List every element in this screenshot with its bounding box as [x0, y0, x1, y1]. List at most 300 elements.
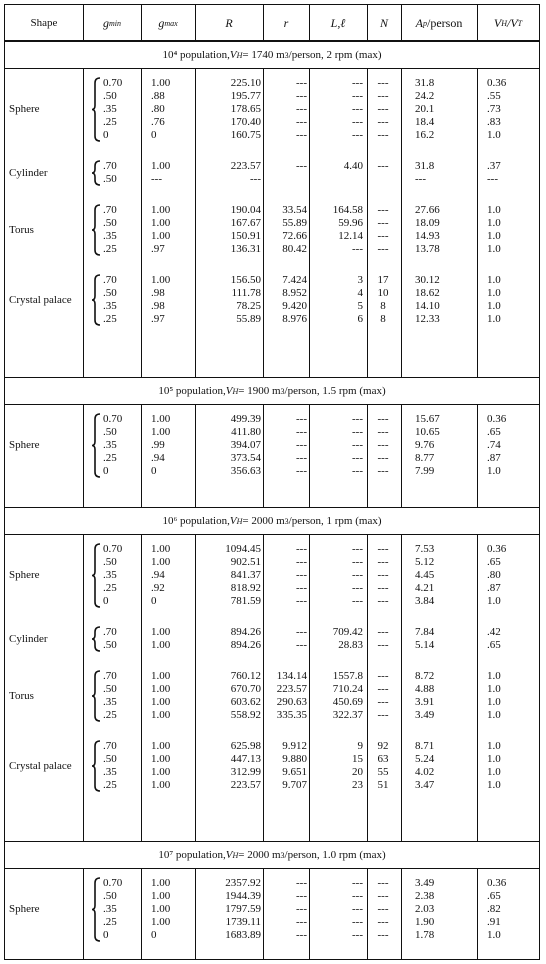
cell-Ap: 5.12	[415, 556, 435, 568]
cell-L: 28.83	[338, 639, 363, 651]
brace-icon	[91, 670, 101, 722]
cell-L: 450.69	[332, 696, 363, 708]
cell-r: 9.707	[282, 779, 307, 791]
col-header-gmax: g max	[158, 15, 178, 30]
cell-gmin: .25	[103, 779, 117, 791]
cell-R: 170.40	[230, 116, 261, 128]
cell-L: 3	[357, 274, 363, 286]
cell-r: ---	[296, 160, 307, 172]
column-divider	[195, 5, 196, 959]
cell-L: 710.24	[332, 683, 363, 695]
cell-L: 1557.8	[332, 670, 363, 682]
cell-Ap: 30.12	[415, 274, 440, 286]
cell-N: 51	[377, 779, 389, 791]
cell-VT: 1.0	[487, 274, 501, 286]
cell-gmin: .35	[103, 300, 117, 312]
cell-R: 356.63	[230, 465, 261, 477]
cell-VT: 1.0	[487, 779, 501, 791]
cell-R: 558.92	[230, 709, 261, 721]
cell-r: ---	[296, 903, 307, 915]
cell-gmax: .98	[151, 287, 165, 299]
cell-r: 8.952	[282, 287, 307, 299]
cell-VT: 1.0	[487, 465, 501, 477]
column-divider	[401, 5, 402, 959]
cell-N: ---	[377, 217, 389, 229]
cell-VT: 0.36	[487, 543, 507, 555]
cell-Ap: 1.78	[415, 929, 435, 941]
cell-gmax: .97	[151, 243, 165, 255]
col-header-R: R	[225, 15, 233, 30]
cell-R: 78.25	[236, 300, 261, 312]
cell-gmax: .76	[151, 116, 165, 128]
cell-Ap: 14.93	[415, 230, 440, 242]
cell-Ap: 3.84	[415, 595, 435, 607]
cell-gmin: 0.70	[103, 77, 123, 89]
cell-gmin: .70	[103, 740, 117, 752]
cell-gmin: .50	[103, 90, 117, 102]
cell-L: ---	[352, 116, 363, 128]
cell-gmin: 0	[103, 595, 109, 607]
cell-r: ---	[296, 465, 307, 477]
cell-VT: 1.0	[487, 740, 501, 752]
cell-L: ---	[352, 413, 363, 425]
cell-N: ---	[377, 556, 389, 568]
cell-r: ---	[296, 626, 307, 638]
cell-N: ---	[377, 916, 389, 928]
col-header-L: L,ℓ	[330, 15, 346, 30]
cell-r: ---	[296, 595, 307, 607]
cell-VT: 1.0	[487, 243, 501, 255]
cell-L: 12.14	[338, 230, 363, 242]
cell-gmin: .50	[103, 639, 117, 651]
cell-N: 8	[380, 313, 386, 325]
cell-N: ---	[377, 465, 389, 477]
cell-gmin: .35	[103, 439, 117, 451]
cell-Ap: 31.8	[415, 77, 435, 89]
cell-r: ---	[296, 582, 307, 594]
brace-icon	[91, 274, 101, 326]
cell-r: ---	[296, 90, 307, 102]
cell-N: ---	[377, 439, 389, 451]
cell-gmax: 1.00	[151, 903, 171, 915]
population-banner: 10⁴ population, V H = 1740 m 3 /person, 2 rpm (max)	[5, 41, 539, 69]
cell-r: 134.14	[276, 670, 307, 682]
cell-N: ---	[377, 626, 389, 638]
cell-Ap: 8.77	[415, 452, 435, 464]
cell-N: 92	[377, 740, 389, 752]
shape-label: Cylinder	[9, 632, 48, 645]
cell-gmin: 0	[103, 465, 109, 477]
brace-icon	[91, 740, 101, 792]
cell-L	[313, 173, 363, 186]
cell-N: ---	[377, 426, 389, 438]
cell-VT: .83	[487, 116, 501, 128]
cell-VT: 1.0	[487, 670, 501, 682]
cell-gmax: 1.00	[151, 877, 171, 889]
col-header-gmin: g min	[103, 15, 121, 30]
cell-VT: 1.0	[487, 766, 501, 778]
cell-r: 9.651	[282, 766, 307, 778]
col-header-Ap: A p /person	[415, 15, 463, 30]
cell-R: 894.26	[230, 639, 261, 651]
cell-Ap: 24.2	[415, 90, 435, 102]
cell-R: 603.62	[230, 696, 261, 708]
cell-Ap: 4.21	[415, 582, 435, 594]
cell-gmax: .92	[151, 582, 165, 594]
cell-gmax: 1.00	[151, 160, 171, 172]
cell-R: 1683.89	[225, 929, 261, 941]
cell-gmax: 1.00	[151, 683, 171, 695]
cell-R: 178.65	[230, 103, 261, 115]
shape-label: Sphere	[9, 903, 40, 915]
cell-L: ---	[352, 890, 363, 902]
cell-gmin: .25	[103, 709, 117, 721]
cell-L: ---	[352, 569, 363, 581]
cell-L: 9	[357, 740, 363, 752]
cell-L: ---	[352, 452, 363, 464]
cell-R: 167.67	[230, 217, 261, 229]
cell-R: 670.70	[230, 683, 261, 695]
cell-R: 411.80	[231, 426, 261, 438]
cell-gmin: .50	[103, 217, 117, 229]
cell-R: 1797.59	[225, 903, 261, 915]
cell-VT: .80	[487, 569, 501, 581]
cell-Ap: 20.1	[415, 103, 435, 115]
cell-gmax: ---	[151, 173, 162, 185]
brace-icon	[91, 877, 101, 942]
cell-L: ---	[352, 77, 363, 89]
cell-N: ---	[377, 103, 389, 115]
cell-L: ---	[352, 103, 363, 115]
cell-gmax: 1.00	[151, 766, 171, 778]
cell-L: ---	[352, 426, 363, 438]
cell-gmin: .50	[103, 173, 117, 185]
cell-Ap: 10.65	[415, 426, 440, 438]
cell-Ap: 3.49	[415, 709, 435, 721]
cell-N: ---	[377, 929, 389, 941]
cell-L: 164.58	[332, 204, 363, 216]
cell-r: 290.63	[276, 696, 307, 708]
cell-L: 6	[357, 313, 363, 325]
cell-N: ---	[377, 452, 389, 464]
cell-gmax: 1.00	[151, 204, 171, 216]
brace-icon	[91, 77, 101, 142]
cell-gmin: .50	[103, 287, 117, 299]
shape-label: Sphere	[9, 569, 40, 581]
cell-R: 760.12	[230, 670, 261, 682]
cell-r: ---	[296, 556, 307, 568]
data-table	[4, 4, 540, 960]
cell-R: 160.75	[230, 129, 261, 141]
cell-r: 7.424	[282, 274, 307, 286]
cell-VT: .87	[487, 452, 501, 464]
cell-gmin: .25	[103, 116, 117, 128]
cell-r: ---	[296, 116, 307, 128]
cell-L: ---	[352, 877, 363, 889]
cell-gmax: 1.00	[151, 413, 171, 425]
cell-gmin: .50	[103, 753, 117, 765]
cell-VT: .91	[487, 916, 501, 928]
cell-VT: 1.0	[487, 287, 501, 299]
cell-N: ---	[377, 890, 389, 902]
shape-label: Crystal palace	[9, 293, 72, 306]
population-banner: 10⁷ population, V H = 2000 m 3 /person, 1.0 rpm (max)	[5, 841, 539, 869]
cell-N: ---	[377, 230, 389, 242]
shape-label: Torus	[9, 689, 34, 702]
brace-icon	[91, 160, 101, 186]
brace-icon	[91, 543, 101, 608]
cell-gmin: .35	[103, 569, 117, 581]
cell-R: 150.91	[230, 230, 261, 242]
cell-r: 9.912	[282, 740, 307, 752]
col-header-shape: Shape	[30, 17, 58, 29]
cell-r: ---	[296, 452, 307, 464]
cell-Ap: 4.45	[415, 569, 435, 581]
cell-L: ---	[352, 439, 363, 451]
cell-gmax: .99	[151, 439, 165, 451]
cell-N: 55	[377, 766, 389, 778]
brace-icon	[91, 204, 101, 256]
shape-label: Cylinder	[9, 166, 48, 179]
column-divider	[141, 5, 142, 959]
cell-gmin: .25	[103, 916, 117, 928]
cell-Ap: 5.14	[415, 639, 435, 651]
cell-N: 8	[380, 300, 386, 312]
cell-r: 33.54	[282, 204, 307, 216]
cell-r: 55.89	[282, 217, 307, 229]
cell-Ap: 4.88	[415, 683, 435, 695]
cell-gmax: 1.00	[151, 696, 171, 708]
cell-N: ---	[377, 582, 389, 594]
cell-R: 225.10	[230, 77, 261, 89]
cell-L: ---	[352, 543, 363, 555]
cell-gmax: 1.00	[151, 709, 171, 721]
cell-r: ---	[296, 877, 307, 889]
cell-r: 72.66	[282, 230, 307, 242]
cell-r: ---	[296, 569, 307, 581]
cell-R: 1739.11	[225, 916, 261, 928]
cell-Ap: 13.78	[415, 243, 440, 255]
cell-gmax: 0	[151, 129, 157, 141]
cell-gmin: .35	[103, 230, 117, 242]
cell-gmin: .70	[103, 670, 117, 682]
cell-L: ---	[352, 556, 363, 568]
brace-icon	[91, 413, 101, 478]
cell-R: 373.54	[230, 452, 261, 464]
cell-R: 2357.92	[225, 877, 261, 889]
cell-gmax: .94	[151, 452, 165, 464]
cell-Ap: 4.02	[415, 766, 435, 778]
cell-VT: .87	[487, 582, 501, 594]
cell-N: ---	[377, 160, 389, 172]
cell-N	[371, 173, 395, 186]
cell-R: 447.13	[230, 753, 261, 765]
cell-R: 818.92	[230, 582, 261, 594]
cell-gmax: 1.00	[151, 543, 171, 555]
cell-gmin: .70	[103, 160, 117, 172]
cell-gmax: 1.00	[151, 217, 171, 229]
cell-Ap: 8.71	[415, 740, 435, 752]
cell-Ap: 2.38	[415, 890, 435, 902]
cell-VT: .37	[487, 160, 501, 172]
cell-gmin: .35	[103, 903, 117, 915]
cell-N: ---	[377, 543, 389, 555]
cell-VT: .65	[487, 426, 501, 438]
cell-gmin: .25	[103, 313, 117, 325]
cell-gmax: 0	[151, 929, 157, 941]
cell-gmin: 0.70	[103, 877, 123, 889]
cell-L: ---	[352, 582, 363, 594]
cell-N: 10	[377, 287, 389, 299]
cell-N: ---	[377, 90, 389, 102]
cell-gmin: .50	[103, 556, 117, 568]
cell-r: ---	[296, 439, 307, 451]
cell-gmax: 1.00	[151, 639, 171, 651]
cell-L: 59.96	[338, 217, 363, 229]
cell-R: ---	[250, 173, 261, 185]
cell-N: ---	[377, 243, 389, 255]
cell-R: 156.50	[230, 274, 261, 286]
cell-gmax: 0	[151, 595, 157, 607]
cell-Ap: 18.09	[415, 217, 440, 229]
cell-gmax: 1.00	[151, 779, 171, 791]
cell-N: ---	[377, 877, 389, 889]
population-banner: 10⁶ population, V H = 2000 m 3 /person, 1 rpm (max)	[5, 507, 539, 535]
cell-N: ---	[377, 129, 389, 141]
cell-gmax: .97	[151, 313, 165, 325]
cell-gmax: .80	[151, 103, 165, 115]
cell-gmax: .98	[151, 300, 165, 312]
cell-Ap: 16.2	[415, 129, 435, 141]
cell-r: ---	[296, 639, 307, 651]
cell-VT: 1.0	[487, 595, 501, 607]
cell-VT: .65	[487, 639, 501, 651]
cell-L: 4	[357, 287, 363, 299]
cell-r: 335.35	[276, 709, 307, 721]
cell-gmin: 0.70	[103, 543, 123, 555]
cell-R: 625.98	[230, 740, 261, 752]
cell-Ap: 15.67	[415, 413, 440, 425]
cell-gmin: .25	[103, 582, 117, 594]
cell-L: ---	[352, 903, 363, 915]
cell-L: 322.37	[332, 709, 363, 721]
cell-N: 17	[377, 274, 389, 286]
cell-VT: .73	[487, 103, 501, 115]
cell-gmin: .35	[103, 766, 117, 778]
cell-r: ---	[296, 543, 307, 555]
cell-VT: 0.36	[487, 77, 507, 89]
cell-VT: .74	[487, 439, 501, 451]
cell-VT: .42	[487, 626, 501, 638]
cell-L: ---	[352, 595, 363, 607]
cell-R: 394.07	[230, 439, 261, 451]
cell-gmax: .94	[151, 569, 165, 581]
cell-L: ---	[352, 465, 363, 477]
cell-r: 223.57	[276, 683, 307, 695]
cell-Ap: 9.76	[415, 439, 435, 451]
cell-R: 894.26	[230, 626, 261, 638]
cell-gmin: 0	[103, 129, 109, 141]
cell-VT: 1.0	[487, 696, 501, 708]
cell-N: ---	[377, 639, 389, 651]
cell-r: ---	[296, 77, 307, 89]
cell-VT: 1.0	[487, 753, 501, 765]
column-divider	[309, 5, 310, 959]
cell-r: ---	[296, 413, 307, 425]
cell-N: ---	[377, 709, 389, 721]
cell-gmin: .50	[103, 890, 117, 902]
cell-gmin: .70	[103, 274, 117, 286]
cell-N: ---	[377, 903, 389, 915]
cell-VT: 0.36	[487, 413, 507, 425]
cell-R: 223.57	[230, 160, 261, 172]
cell-VT: 1.0	[487, 230, 501, 242]
cell-gmin: 0.70	[103, 413, 123, 425]
cell-L: ---	[352, 243, 363, 255]
cell-R: 195.77	[230, 90, 261, 102]
cell-VT: 1.0	[487, 313, 501, 325]
cell-R: 1944.39	[225, 890, 261, 902]
cell-L: ---	[352, 129, 363, 141]
cell-N: ---	[377, 696, 389, 708]
column-divider	[477, 5, 478, 959]
cell-Ap: 7.84	[415, 626, 435, 638]
cell-Ap: 31.8	[415, 160, 435, 172]
cell-gmax: 1.00	[151, 670, 171, 682]
cell-gmin: .35	[103, 696, 117, 708]
cell-R: 499.39	[230, 413, 261, 425]
cell-R: 190.04	[230, 204, 261, 216]
cell-VT: .65	[487, 890, 501, 902]
cell-gmin: .70	[103, 626, 117, 638]
cell-VT: 1.0	[487, 929, 501, 941]
cell-L: 4.40	[343, 160, 363, 172]
cell-gmax: 1.00	[151, 740, 171, 752]
cell-VT: 1.0	[487, 204, 501, 216]
cell-VT: .65	[487, 556, 501, 568]
cell-Ap: 3.91	[415, 696, 435, 708]
shape-label: Crystal palace	[9, 759, 72, 772]
cell-Ap: 1.90	[415, 916, 435, 928]
cell-VT: 1.0	[487, 129, 501, 141]
cell-N: ---	[377, 116, 389, 128]
cell-gmin: .70	[103, 204, 117, 216]
cell-gmin: .50	[103, 683, 117, 695]
cell-Ap: ---	[415, 173, 426, 185]
cell-VT: 1.0	[487, 217, 501, 229]
cell-Ap: 14.10	[415, 300, 440, 312]
cell-R: 841.37	[230, 569, 261, 581]
brace-icon	[91, 626, 101, 652]
col-header-VT: V H /V T	[493, 15, 523, 30]
cell-gmax: 0	[151, 465, 157, 477]
cell-gmax: 1.00	[151, 890, 171, 902]
col-header-N: N	[379, 15, 388, 30]
cell-Ap: 7.99	[415, 465, 435, 477]
cell-L: 20	[352, 766, 363, 778]
cell-N: 63	[377, 753, 389, 765]
cell-gmax: 1.00	[151, 274, 171, 286]
cell-r: ---	[296, 103, 307, 115]
cell-gmax: 1.00	[151, 556, 171, 568]
cell-Ap: 12.33	[415, 313, 440, 325]
cell-N: ---	[377, 77, 389, 89]
cell-gmin: 0	[103, 929, 109, 941]
cell-Ap: 2.03	[415, 903, 435, 915]
cell-Ap: 3.47	[415, 779, 435, 791]
column-divider	[263, 5, 264, 959]
cell-VT: .55	[487, 90, 501, 102]
